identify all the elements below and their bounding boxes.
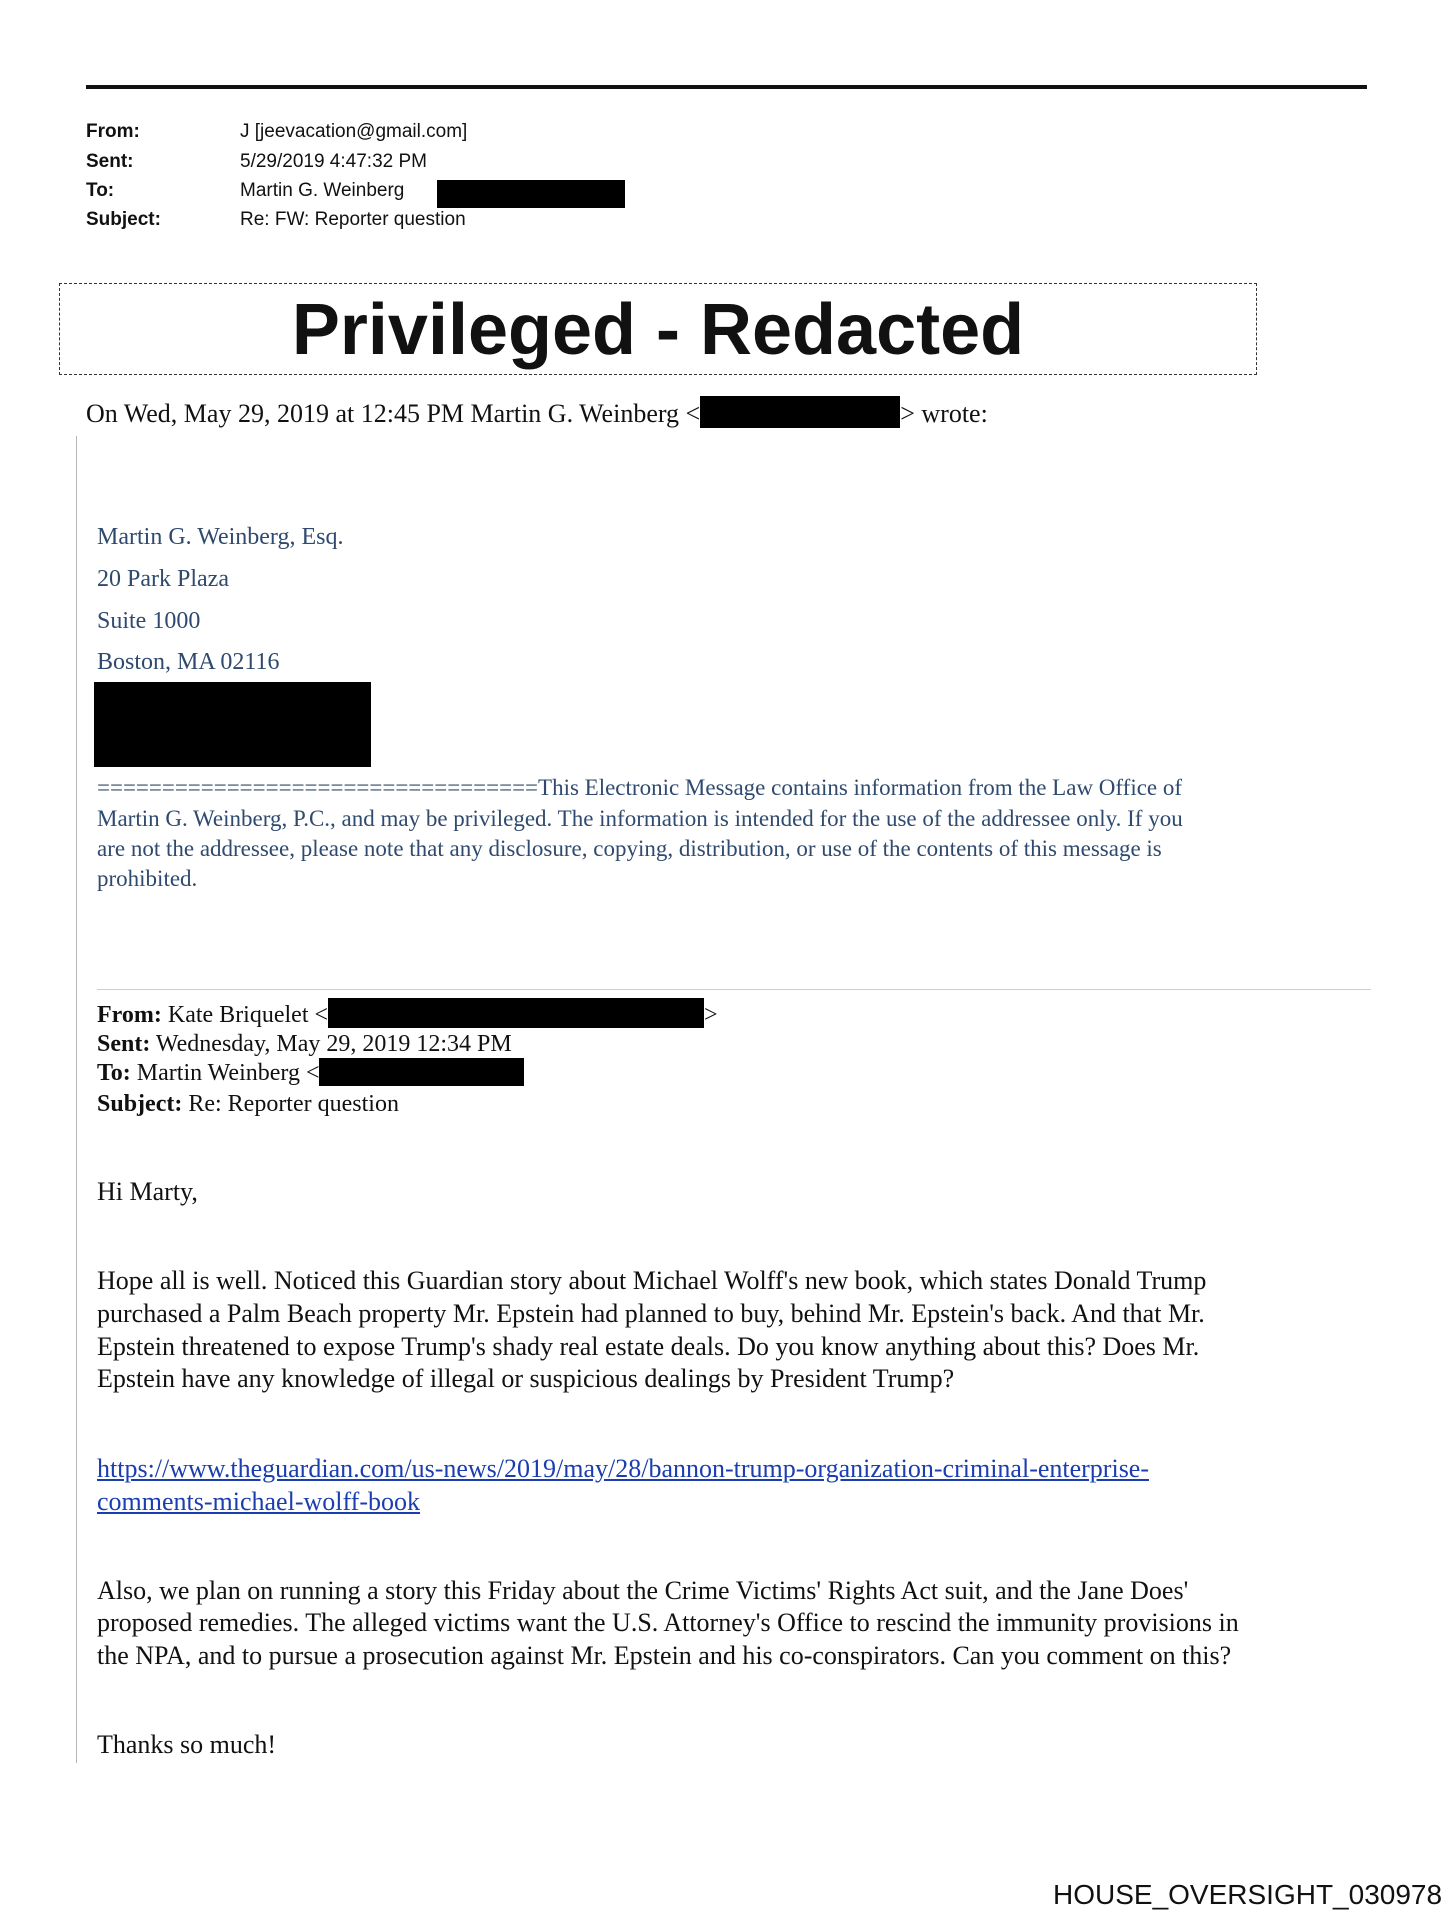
fwd-sent-label: Sent: [97, 1031, 151, 1057]
fwd-from-label: From: [97, 1002, 162, 1028]
body-line: Epstein threatened to expose Trump's shady real estate deals. Do you know anything about this? Does Mr. [97, 1332, 1200, 1361]
privileged-banner-text: Privileged - Redacted [291, 290, 1025, 370]
quote-intro [86, 396, 988, 429]
to-value: Martin G. Weinberg [240, 180, 405, 201]
to-label: To: [86, 180, 115, 201]
subject-label: Subject: [86, 209, 161, 230]
signature-line: Martin G. Weinberg, Esq. [97, 524, 344, 550]
guardian-link-cont[interactable]: comments-michael-wolff-book [97, 1487, 420, 1516]
signature-line: Boston, MA 02116 [97, 649, 280, 675]
redaction-box [328, 998, 704, 1028]
closing: Thanks so much! [97, 1730, 277, 1759]
fwd-sent-value: Wednesday, May 29, 2019 12:34 PM [155, 1031, 512, 1057]
body-line: purchased a Palm Beach property Mr. Epstein had planned to buy, behind Mr. Epstein's back. And that Mr. [97, 1299, 1205, 1328]
disclaimer-line: prohibited. [97, 866, 198, 891]
body-line: proposed remedies. The alleged victims want the U.S. Attorney's Office to rescind the immunity provisions in [97, 1608, 1239, 1637]
subject-value: Re: FW: Reporter question [240, 209, 466, 230]
disclaimer-line: are not the addressee, please note that any disclosure, copying, distribution, or use of the contents of this message is [97, 836, 1162, 861]
fwd-to [97, 1058, 524, 1088]
body-line: Also, we plan on running a story this Friday about the Crime Victims' Rights Act suit, and the Jane Does' [97, 1576, 1189, 1605]
signature-line: Suite 1000 [97, 608, 201, 634]
body-line: Hope all is well. Noticed this Guardian story about Michael Wolff's new book, which states Donald Trump [97, 1266, 1207, 1295]
disclaimer-line: ==================================This Electronic Message contains information from the Law Office of [97, 775, 1183, 800]
fwd-sent [97, 1029, 512, 1059]
sent-label: Sent: [86, 151, 134, 172]
fwd-subject [97, 1089, 399, 1119]
redaction-box [319, 1058, 524, 1086]
body-line: the NPA, and to pursue a prosecution against Mr. Epstein and his co-conspirators. Can you comment on this? [97, 1641, 1232, 1670]
quote-intro-text: On Wed, May 29, 2019 at 12:45 PM Martin G. Weinberg < [86, 399, 701, 428]
quote-bar [76, 436, 77, 1763]
fwd-from-after: > [704, 1002, 718, 1028]
divider [97, 989, 1371, 990]
bates-number: HOUSE_OVERSIGHT_030978 [1053, 1879, 1443, 1910]
body-line: Epstein have any knowledge of illegal or suspicious dealings by President Trump? [97, 1364, 955, 1393]
guardian-link[interactable]: https://www.theguardian.com/us-news/2019/may/28/bannon-trump-organization-criminal-enterprise- [97, 1454, 1150, 1483]
privileged-banner [59, 283, 1257, 375]
fwd-to-value: Martin Weinberg < [136, 1060, 320, 1086]
fwd-subject-value: Re: Reporter question [188, 1091, 399, 1117]
greeting: Hi Marty, [97, 1177, 198, 1206]
top-rule [86, 85, 1367, 89]
sent-value: 5/29/2019 4:47:32 PM [240, 151, 427, 172]
from-label: From: [86, 121, 140, 142]
redaction-box [94, 682, 371, 767]
fwd-to-label: To: [97, 1060, 131, 1086]
quote-intro-after: > wrote: [900, 399, 988, 428]
fwd-from [97, 998, 718, 1030]
disclaimer-line: Martin G. Weinberg, P.C., and may be privileged. The information is intended for the use of the addressee only. If you [97, 806, 1183, 831]
signature-line: 20 Park Plaza [97, 566, 229, 592]
fwd-from-value: Kate Briquelet < [167, 1002, 329, 1028]
fwd-subject-label: Subject: [97, 1091, 183, 1117]
redaction-box [700, 396, 900, 428]
from-value: J [jeevacation@gmail.com] [240, 121, 468, 142]
redaction-box [437, 180, 625, 208]
